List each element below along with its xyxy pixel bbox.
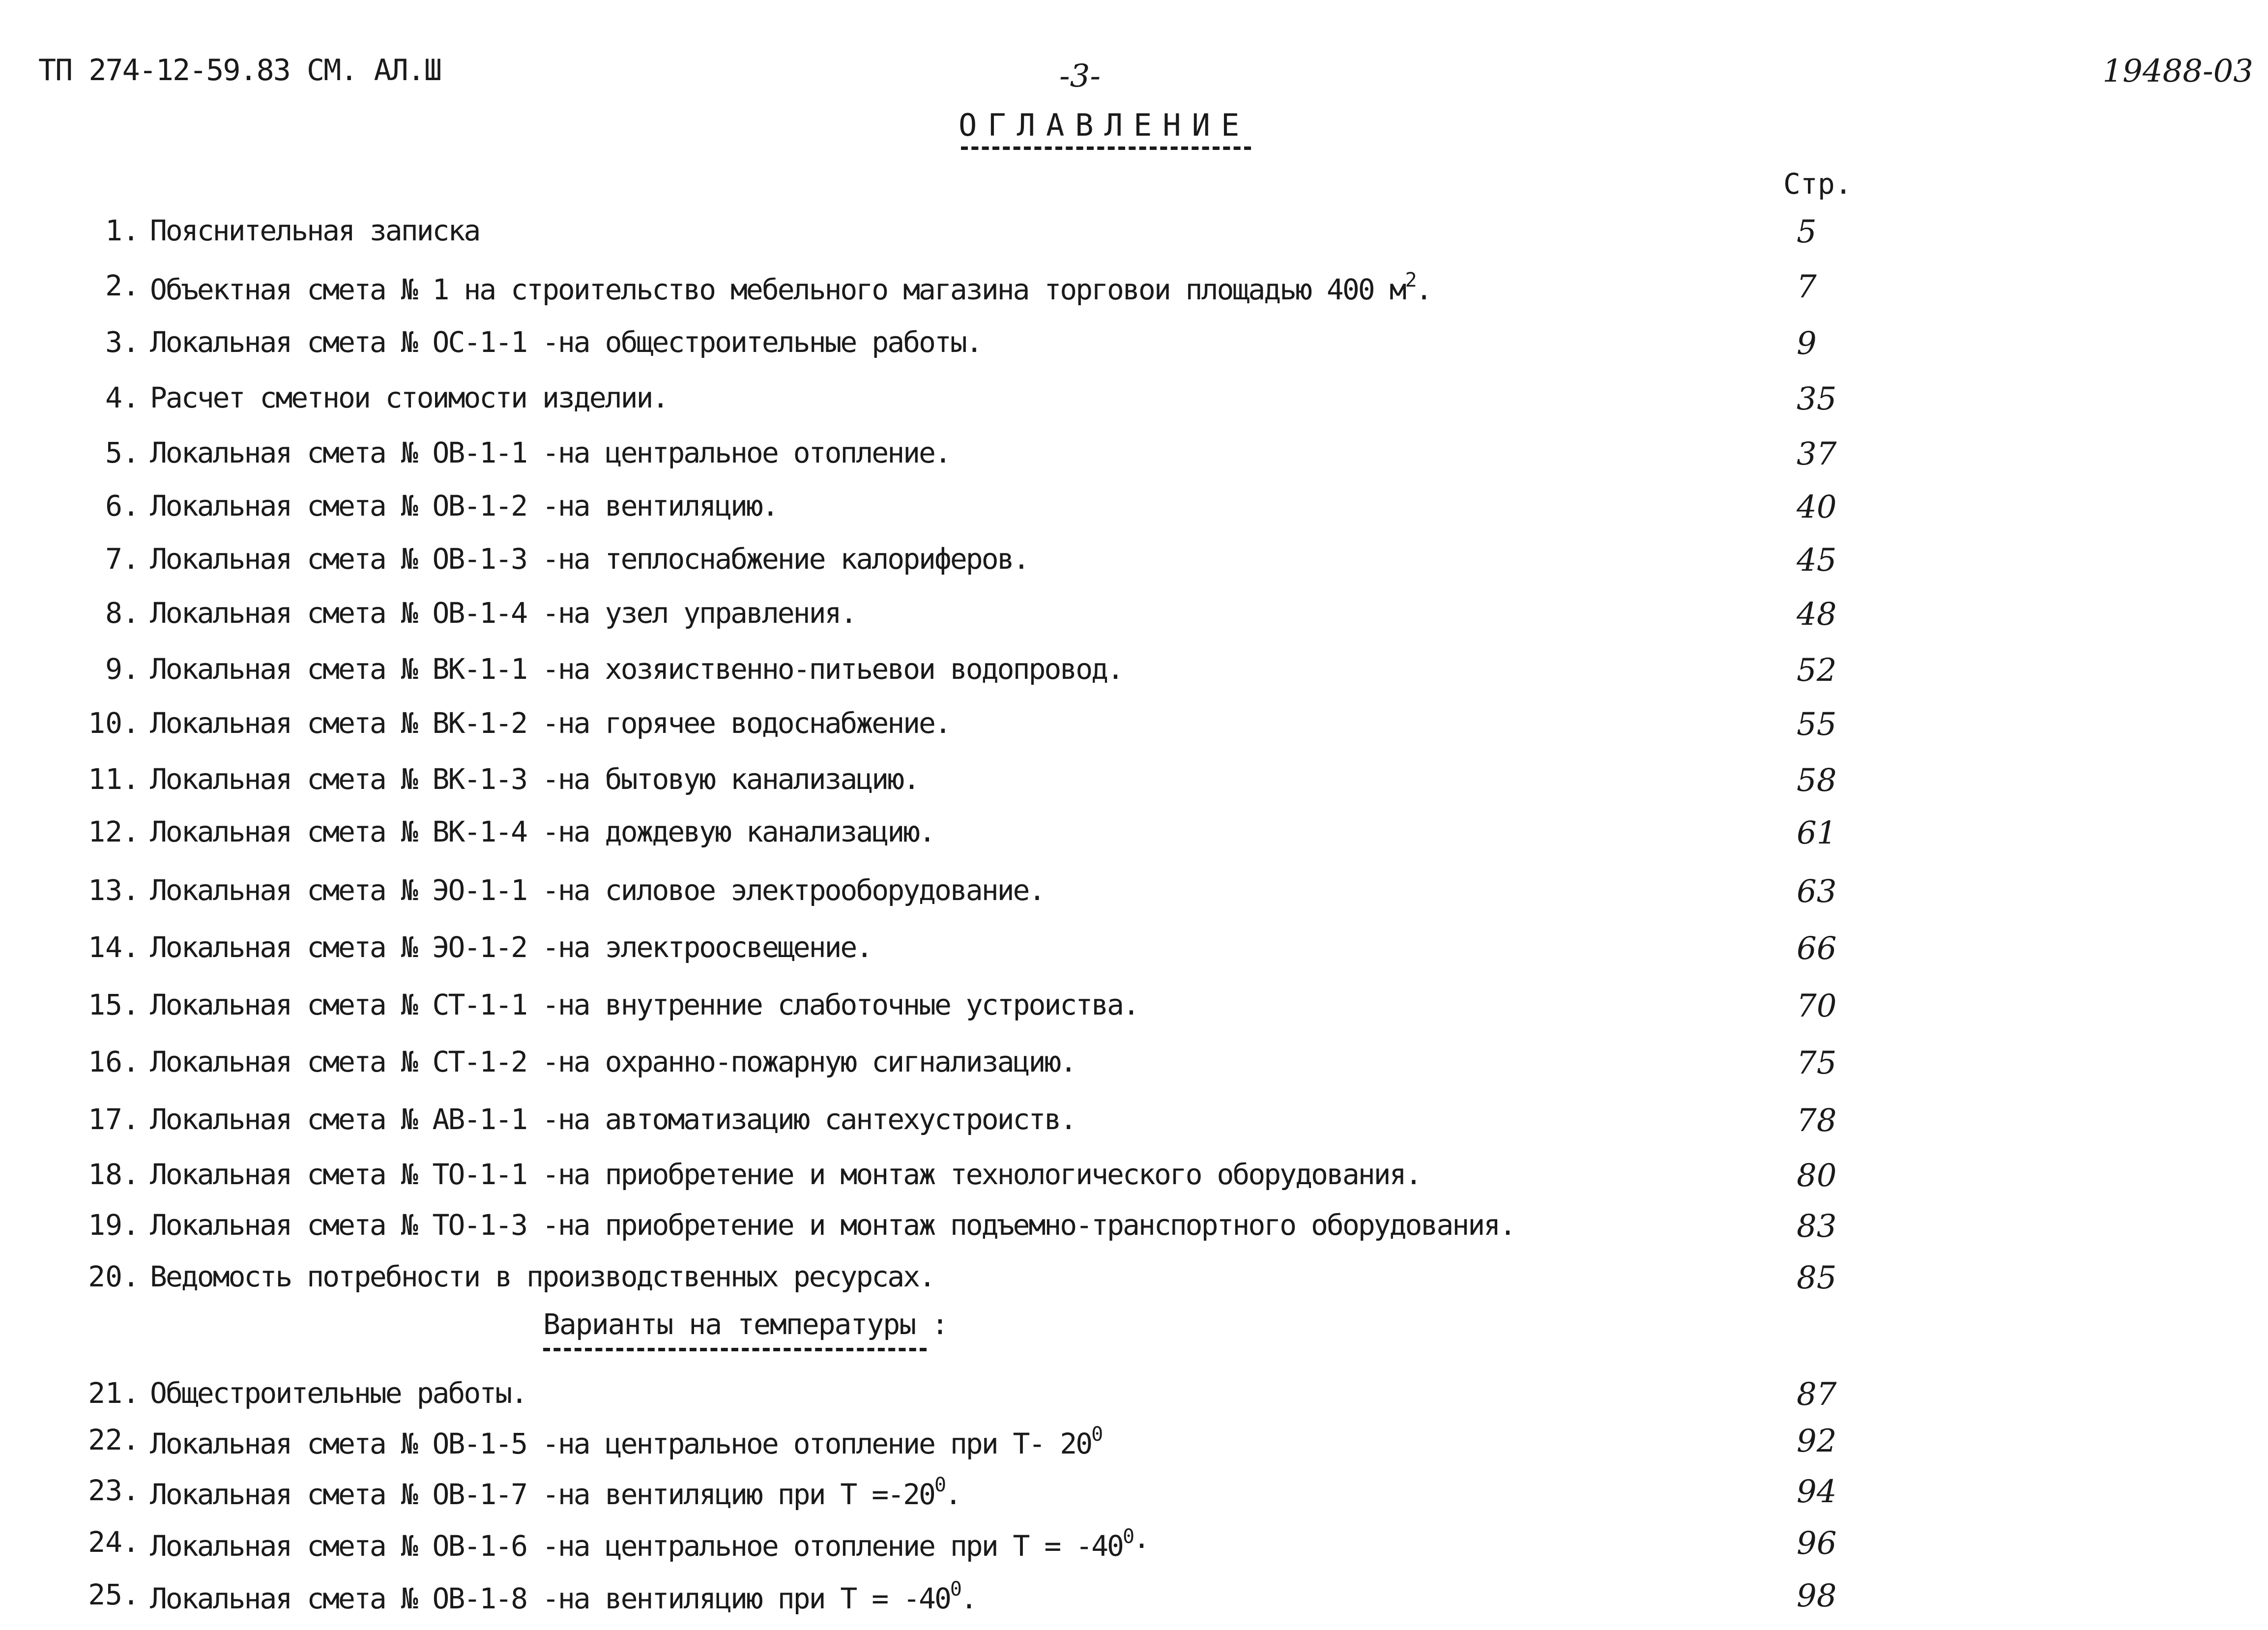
subheading-underline <box>543 1348 927 1351</box>
toc-entry-title <box>150 325 982 359</box>
toc-entry-title <box>150 1474 960 1511</box>
toc-entry <box>0 652 2268 692</box>
toc-entry-title <box>150 1045 1076 1078</box>
toc-entry-page: 70 <box>1797 988 1837 1024</box>
toc-entry-number: 6. <box>105 489 140 523</box>
toc-entry-page: 61 <box>1797 815 1837 851</box>
toc-entry-number: 16. <box>88 1045 140 1078</box>
toc-entry-title <box>150 815 934 848</box>
toc-entry-page: 92 <box>1797 1423 1837 1459</box>
toc-entry-page: 94 <box>1797 1474 1837 1510</box>
toc-entry-superscript: 0 <box>950 1578 960 1601</box>
toc-entry-page: 87 <box>1797 1376 1837 1413</box>
toc-entry <box>0 381 2268 420</box>
toc-entry-title <box>150 1260 934 1293</box>
toc-entry <box>0 988 2268 1027</box>
toc-entry <box>0 762 2268 802</box>
toc-entry-page: 48 <box>1797 596 1837 633</box>
toc-entry-title <box>150 1525 1149 1563</box>
toc-entry-title-text: Локальная смета № ВК-1-1 -на хозяиственно-питьевои водопровод. <box>150 652 1123 686</box>
toc-entry-superscript: 0 <box>1091 1423 1102 1446</box>
toc-entry-page: 80 <box>1797 1158 1837 1194</box>
toc-entry-page: 98 <box>1797 1578 1837 1614</box>
toc-entry-title-text: Локальная смета № ОВ-1-2 -на вентиляцию. <box>150 489 778 523</box>
toc-entry-page: 75 <box>1797 1045 1837 1081</box>
toc-entry-title-text: Локальная смета № СТ-1-2 -на охранно-пожарную сигнализацию. <box>150 1045 1076 1078</box>
toc-entry <box>0 706 2268 746</box>
toc-entry-page: 83 <box>1797 1208 1837 1245</box>
toc-entry-title <box>150 873 1044 907</box>
toc-entry-page: 55 <box>1797 706 1837 743</box>
toc-entry <box>0 1045 2268 1084</box>
toc-entry-number: 3. <box>105 325 140 359</box>
variants-subheading: Варианты на температуры : <box>543 1308 948 1341</box>
toc-entry-title-text: Локальная смета № ТО-1-3 -на приобретение и монтаж подъемно-транспортного оборудования. <box>150 1208 1515 1242</box>
toc-entry-number: 17. <box>88 1103 140 1136</box>
toc-entry-page: 9 <box>1797 325 1817 362</box>
toc-entry <box>0 436 2268 475</box>
toc-entry-title-text: Локальная смета № ОС-1-1 -на общестроительные работы. <box>150 325 982 359</box>
toc-entry <box>0 1260 2268 1299</box>
toc-entry-title-text: Локальная смета № ОВ-1-6 -на центральное отопление при Т = -40 <box>150 1529 1123 1563</box>
toc-entry <box>0 1578 2268 1617</box>
toc-entry-title <box>150 381 668 414</box>
toc-entry-page: 52 <box>1797 652 1837 689</box>
toc-entry-title <box>150 1578 976 1615</box>
toc-entry-page: 96 <box>1797 1525 1837 1562</box>
toc-entry-title <box>150 596 856 630</box>
toc-entry-title <box>150 214 479 247</box>
toc-entry <box>0 596 2268 636</box>
toc-entry-title-text: Ведомость потребности в производственных ресурсах. <box>150 1260 934 1293</box>
toc-entry-page: 37 <box>1797 436 1837 472</box>
toc-entry-title-text: Локальная смета № ЭО-1-2 -на электроосвещение. <box>150 931 872 964</box>
toc-entry-number: 21. <box>88 1376 140 1410</box>
toc-entry-title-text: Локальная смета № ВК-1-2 -на горячее водоснабжение. <box>150 706 950 740</box>
toc-entry-page: 5 <box>1797 214 1817 250</box>
toc-entry-title <box>150 988 1138 1021</box>
toc-entry-number: 4. <box>105 381 140 414</box>
page-column-header: Стр. <box>1783 167 1852 201</box>
page-title: ОГЛАВЛЕНИЕ <box>959 107 1250 143</box>
toc-entry-title-text: Локальная смета № ОВ-1-8 -на вентиляцию при Т = -40 <box>150 1582 950 1615</box>
toc-entry-page: 78 <box>1797 1103 1837 1139</box>
toc-entry-number: 15. <box>88 988 140 1021</box>
toc-entry-tail: . <box>945 1478 960 1511</box>
toc-entry-page: 58 <box>1797 762 1837 799</box>
toc-entry-title <box>150 652 1123 686</box>
toc-entry <box>0 873 2268 913</box>
toc-entry-tail: . <box>1415 273 1431 306</box>
toc-entry-tail: . <box>960 1582 976 1615</box>
toc-entry-title-text: Локальная смета № ОВ-1-7 -на вентиляцию при Т =-20 <box>150 1478 934 1511</box>
toc-entry-title <box>150 436 950 469</box>
toc-entry-title-text: Локальная смета № ОВ-1-3 -на теплоснабжение калориферов. <box>150 542 1029 576</box>
toc-entry-title-text: Общестроительные работы. <box>150 1376 527 1410</box>
title-underline <box>961 146 1251 150</box>
toc-entry-number: 7. <box>105 542 140 576</box>
toc-entry-title <box>150 706 950 740</box>
toc-entry <box>0 1158 2268 1197</box>
toc-entry-title <box>150 931 872 964</box>
toc-entry-title <box>150 1208 1515 1242</box>
toc-entry-page: 35 <box>1797 381 1837 417</box>
toc-entry-number: 14. <box>88 931 140 964</box>
toc-entry-number: 22. <box>88 1423 140 1456</box>
toc-entry-number: 11. <box>88 762 140 796</box>
toc-entry-number: 8. <box>105 596 140 630</box>
toc-entry <box>0 214 2268 253</box>
toc-entry-superscript: 0 <box>1122 1525 1134 1548</box>
toc-entry <box>0 325 2268 365</box>
toc-entry-title-text: Объектная смета № 1 на строительство мебельного магазина торговои площадью 400 м <box>150 273 1405 306</box>
toc-entry <box>0 489 2268 528</box>
toc-entry <box>0 1423 2268 1462</box>
toc-entry-title-text: Локальная смета № СТ-1-1 -на внутренние слаботочные устроиства. <box>150 988 1138 1021</box>
toc-entry-number: 19. <box>88 1208 140 1242</box>
toc-entry <box>0 1376 2268 1416</box>
toc-entry-title <box>150 1376 526 1410</box>
toc-entry-title-text: Локальная смета № ЭО-1-1 -на силовое электрооборудование. <box>150 873 1045 907</box>
toc-entry-number: 18. <box>88 1158 140 1191</box>
toc-entry-number: 12. <box>88 815 140 848</box>
toc-entry-number: 1. <box>105 214 140 247</box>
toc-entry-page: 66 <box>1797 931 1837 967</box>
toc-entry <box>0 1208 2268 1248</box>
toc-entry-superscript: 2 <box>1405 269 1416 291</box>
toc-entry-page: 45 <box>1797 542 1837 579</box>
toc-entry-number: 13. <box>88 873 140 907</box>
toc-entry-title-text: Локальная смета № ВК-1-3 -на бытовую канализацию. <box>150 762 919 796</box>
toc-entry-tail: · <box>1133 1529 1149 1563</box>
toc-entry-page: 85 <box>1797 1260 1837 1296</box>
toc-entry-title <box>150 1423 1102 1460</box>
toc-entry-number: 25. <box>88 1578 140 1611</box>
toc-entry-number: 24. <box>88 1525 140 1559</box>
toc-entry-superscript: 0 <box>934 1474 945 1496</box>
toc-entry-number: 9. <box>105 652 140 686</box>
toc-entry <box>0 542 2268 582</box>
toc-entry <box>0 1103 2268 1142</box>
toc-entry-title-text: Локальная смета № ОВ-1-5 -на центральное отопление при Т- 20 <box>150 1427 1092 1460</box>
toc-entry-title-text: Расчет сметнои стоимости изделии. <box>150 381 668 414</box>
toc-entry-title-text: Локальная смета № ОВ-1-4 -на узел управления. <box>150 596 856 630</box>
toc-entry-page: 40 <box>1797 489 1837 525</box>
toc-entry-title-text: Пояснительная записка <box>150 214 480 247</box>
toc-entry-number: 2. <box>105 269 140 302</box>
toc-entry-page: 63 <box>1797 873 1837 910</box>
toc-entry-title <box>150 1103 1076 1136</box>
toc-entry-title-text: Локальная смета № АВ-1-1 -на автоматизацию сантехустроиств. <box>150 1103 1076 1136</box>
toc-entry <box>0 815 2268 854</box>
toc-entry-page: 7 <box>1797 269 1817 305</box>
inventory-number: 19488-03 <box>2102 53 2253 89</box>
page-number: -3- <box>1059 58 1101 94</box>
toc-entry-number: 10. <box>88 706 140 740</box>
document-code: ТП 274-12-59.83 СМ. АЛ.Ш <box>38 53 441 87</box>
toc-entry-title-text: Локальная смета № ТО-1-1 -на приобретение и монтаж технологического оборудования. <box>150 1158 1421 1191</box>
toc-entry <box>0 269 2268 308</box>
toc-entry-number: 5. <box>105 436 140 469</box>
toc-entry-title-text: Локальная смета № ОВ-1-1 -на центральное отопление. <box>150 436 950 469</box>
toc-entry <box>0 1525 2268 1565</box>
toc-entry-number: 23. <box>88 1474 140 1507</box>
toc-entry-title <box>150 1158 1421 1191</box>
toc-entry <box>0 1474 2268 1513</box>
toc-entry <box>0 931 2268 970</box>
toc-entry-title <box>150 542 1028 576</box>
toc-entry-title <box>150 489 778 523</box>
toc-entry-title <box>150 269 1431 306</box>
toc-entry-title-text: Локальная смета № ВК-1-4 -на дождевую канализацию. <box>150 815 934 848</box>
toc-entry-title <box>150 762 919 796</box>
toc-entry-number: 20. <box>88 1260 140 1293</box>
